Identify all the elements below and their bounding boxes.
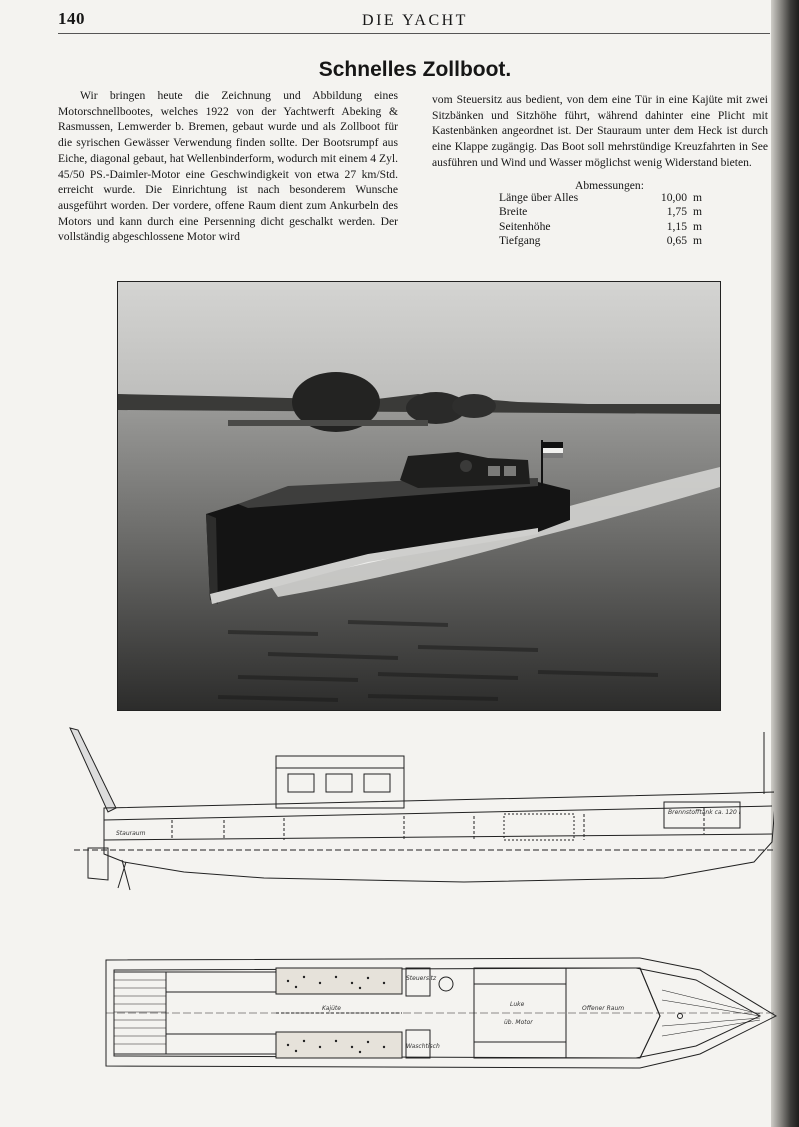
dimension-row [499, 234, 709, 248]
dimension-label: Breite [499, 205, 528, 219]
side-elevation-drawing [64, 722, 774, 897]
page-number: 140 [58, 9, 85, 28]
running-title: DIE YACHT [362, 12, 468, 29]
plan-label-luke: Luke [510, 1001, 525, 1008]
dimension-unit: m [693, 205, 703, 219]
elevation-cabin [276, 756, 404, 808]
plan-label-kajuete: Kajüte [322, 1005, 341, 1012]
article-title: Schnelles Zollboot. [318, 58, 512, 81]
dimension-row [499, 220, 709, 234]
dimension-label: Tiefgang [499, 234, 541, 248]
plan-cabin-seat [276, 968, 402, 994]
elevation-rudder [88, 848, 108, 880]
plan-label-offener-raum: Offener Raum [582, 1005, 625, 1012]
dimensions-table [499, 191, 709, 249]
dimension-row [499, 191, 709, 205]
plan-label-motor: üb. Motor [504, 1019, 533, 1026]
header-rule [58, 33, 770, 34]
plan-view-drawing [100, 950, 780, 1085]
elevation-label-stauraum: Stauraum [116, 830, 146, 837]
elevation-stern-staff [70, 728, 116, 812]
dimension-value: 10,00 [660, 191, 687, 204]
dimension-value: 1,15 [666, 219, 687, 233]
article-column-left: Wir bringen heute die Zeichnung und Abbildung eines Motorschnellbootes, welches 1922 von der Yachtwerft Abeking & Rasmussen, Lemwerder b. Bremen, gebaut wurde und als Zollboot für die syrischen Gewässer Verwendung finden sollte. Der Bootsrumpf aus Eiche, diagonal gebaut, hat Wellenbinderform, wodurch mit einem 4 Zyl. 45/50 PS.-Daimler-Motor eine Geschwindigkeit von etwa 27 km/Std. erreicht wurde. Die Einrichtung ist nach besonderem Wunsche ausgeführt worden. Der vordere, offene Raum dient zum Ankurbeln des Motors und kann durch eine Persenning dicht geschalkt werden. Der vollständig abgeschlossene Motor wird [58, 89, 398, 244]
dimension-label: Seitenhöhe [499, 219, 551, 233]
photo-flag [543, 442, 563, 448]
elevation-label-tank: Brennstofftank ca. 120 l [668, 809, 741, 816]
dimension-unit: m [693, 234, 703, 248]
article-column-right: vom Steuersitz aus bedient, von dem eine Tür in eine Kajüte mit zwei Sitzbänken und Sitzhöhe führt, während dahinter eine Plicht mit Kastenbänken angeordnet ist. Der Stauraum unter dem Heck ist durch eine Klappe zugängig. Das Boot soll mehrstündige Kreuzfahrten in See ausführen und Wind und Wasser möglichst wenig Widerstand bieten. [432, 93, 768, 169]
dimension-unit: m [693, 219, 703, 233]
dimension-value: 1,75 [666, 205, 687, 219]
plan-label-steuersitz: Steuersitz [406, 975, 437, 982]
dimension-label: Länge über Alles [499, 191, 579, 204]
boat-photograph [117, 281, 721, 711]
dimension-row [499, 205, 709, 219]
dimension-value: 0,65 [666, 234, 687, 248]
plan-steering-wheel [439, 977, 453, 991]
dimension-unit: m [693, 191, 703, 204]
plan-label-waschtisch: Waschtisch [406, 1043, 440, 1050]
photo-sky [118, 282, 720, 404]
dimensions-title: Abmessungen: [575, 179, 644, 192]
